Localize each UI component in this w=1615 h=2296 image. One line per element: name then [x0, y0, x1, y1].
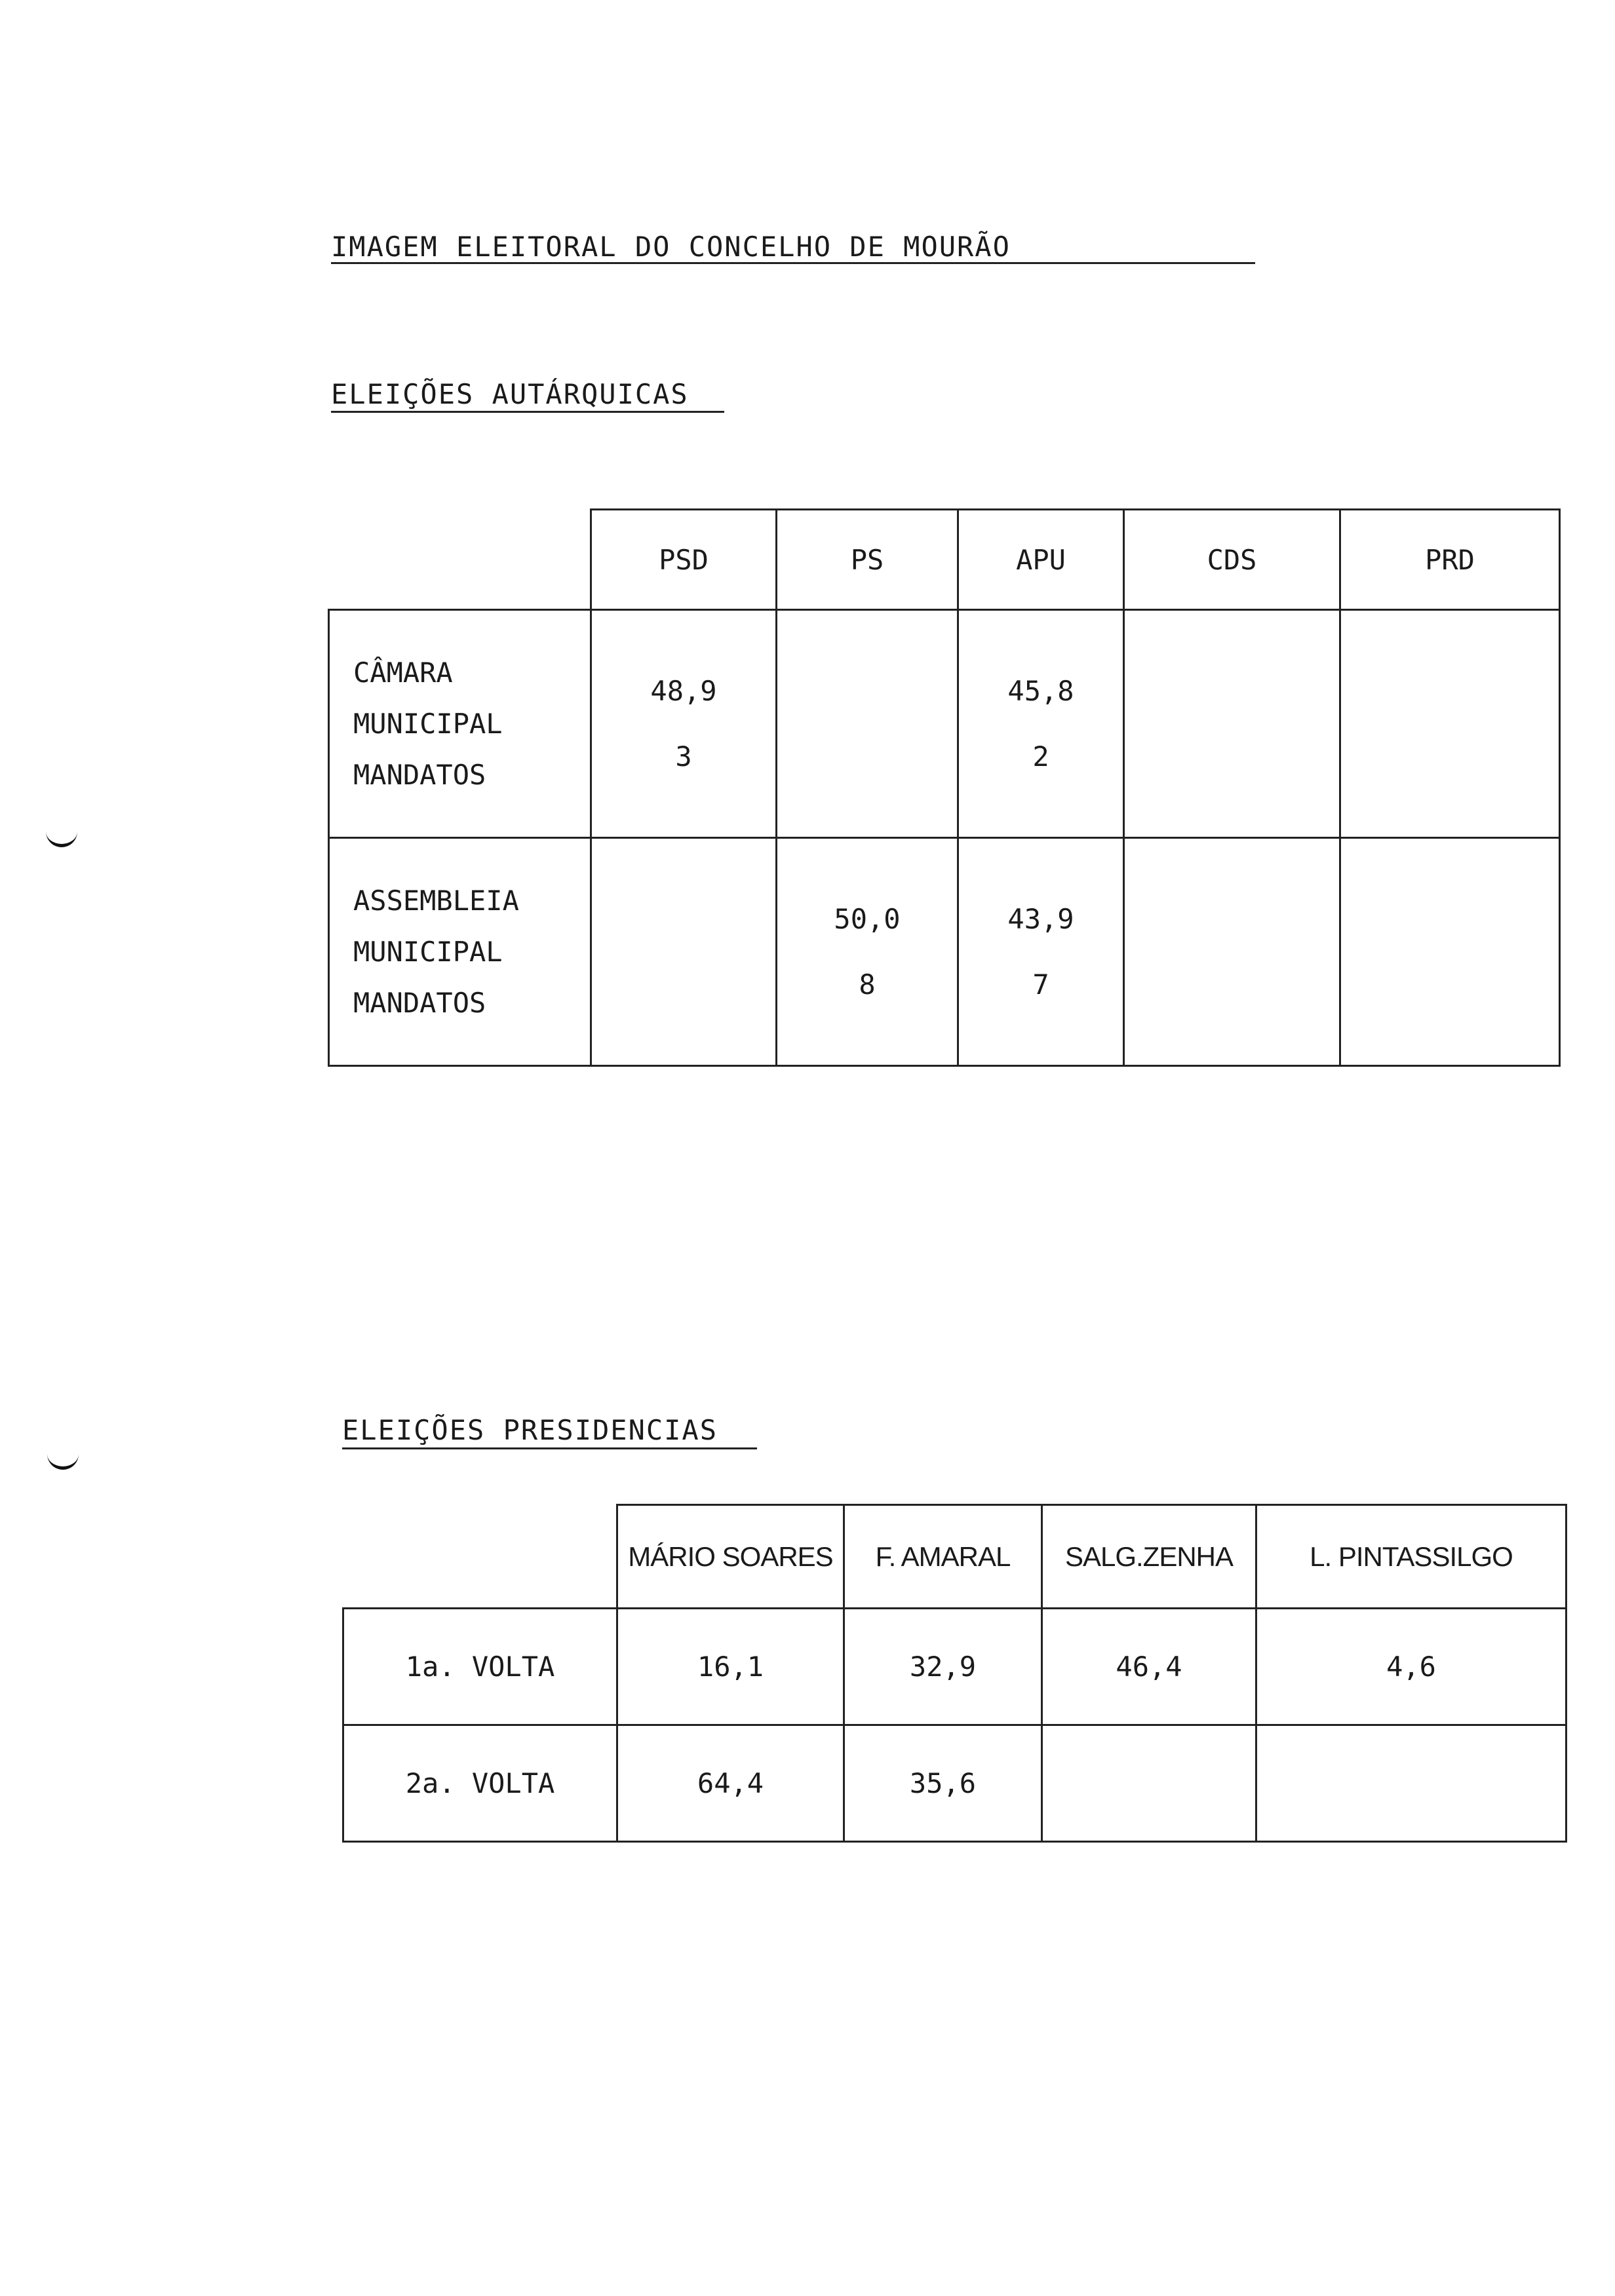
cell-mario-soares: 64,4 [617, 1725, 844, 1842]
table-header-row [343, 1505, 1566, 1609]
margin-binding-mark [47, 1449, 79, 1470]
presidenciais-table [342, 1504, 1567, 1843]
percent-value: 43,9 [1007, 902, 1074, 935]
row-label-2a-volta: 2a. VOLTA [343, 1725, 617, 1842]
row-label-line: ASSEMBLEIA [353, 884, 519, 917]
autarquicas-heading: ELEIÇÕES AUTÁRQUICAS [331, 378, 689, 410]
blank-corner-cell [329, 510, 591, 610]
column-header-salg-zenha: SALG.ZENHA [1042, 1505, 1256, 1609]
row-label-line: MANDATOS [353, 758, 486, 791]
column-header-mario-soares: MÁRIO SOARES [617, 1505, 844, 1609]
cell-mario-soares: 16,1 [617, 1609, 844, 1725]
cell-prd [1340, 610, 1560, 838]
cell-psd [591, 838, 777, 1066]
row-label-line: MUNICIPAL [353, 707, 503, 740]
blank-corner-cell [343, 1505, 617, 1609]
percent-value: 45,8 [1007, 674, 1074, 707]
column-header-psd: PSD [591, 510, 777, 610]
table-header-row [329, 510, 1560, 610]
presidenciais-heading: ELEIÇÕES PRESIDENCIAS [342, 1414, 718, 1446]
row-label-assembleia-municipal [329, 838, 591, 1066]
row-label-camara-municipal [329, 610, 591, 838]
cell-l-pintassilgo [1256, 1725, 1566, 1842]
cell-cds [1124, 838, 1340, 1066]
presidenciais-underline [342, 1447, 757, 1449]
cell-ps [777, 838, 958, 1066]
table-row-1a-volta [343, 1609, 1566, 1725]
cell-cds [1124, 610, 1340, 838]
cell-apu [958, 610, 1124, 838]
cell-salg-zenha [1042, 1725, 1256, 1842]
autarquicas-table [328, 508, 1561, 1067]
column-header-ps: PS [777, 510, 958, 610]
cell-ps [777, 610, 958, 838]
mandatos-value: 3 [675, 740, 692, 773]
table-row-2a-volta [343, 1725, 1566, 1842]
cell-salg-zenha: 46,4 [1042, 1609, 1256, 1725]
table-row-assembleia-municipal [329, 838, 1560, 1066]
mandatos-value: 2 [1032, 740, 1049, 773]
cell-f-amaral: 32,9 [844, 1609, 1042, 1725]
row-label-1a-volta: 1a. VOLTA [343, 1609, 617, 1725]
document-title: IMAGEM ELEITORAL DO CONCELHO DE MOURÃO [331, 231, 1011, 263]
table-row-camara-municipal [329, 610, 1560, 838]
cell-apu [958, 838, 1124, 1066]
percent-value: 50,0 [834, 902, 901, 935]
row-label-line: CÂMARA [353, 656, 453, 689]
column-header-cds: CDS [1124, 510, 1340, 610]
row-label-line: MANDATOS [353, 986, 486, 1019]
title-underline [331, 262, 1255, 264]
cell-f-amaral: 35,6 [844, 1725, 1042, 1842]
cell-prd [1340, 838, 1560, 1066]
cell-l-pintassilgo: 4,6 [1256, 1609, 1566, 1725]
autarquicas-underline [331, 411, 724, 413]
mandatos-value: 8 [859, 968, 876, 1001]
percent-value: 48,9 [650, 674, 717, 707]
column-header-f-amaral: F. AMARAL [844, 1505, 1042, 1609]
cell-psd [591, 610, 777, 838]
margin-binding-mark [46, 827, 77, 847]
row-label-line: MUNICIPAL [353, 935, 503, 968]
column-header-l-pintassilgo: L. PINTASSILGO [1256, 1505, 1566, 1609]
column-header-apu: APU [958, 510, 1124, 610]
column-header-prd: PRD [1340, 510, 1560, 610]
mandatos-value: 7 [1032, 968, 1049, 1001]
